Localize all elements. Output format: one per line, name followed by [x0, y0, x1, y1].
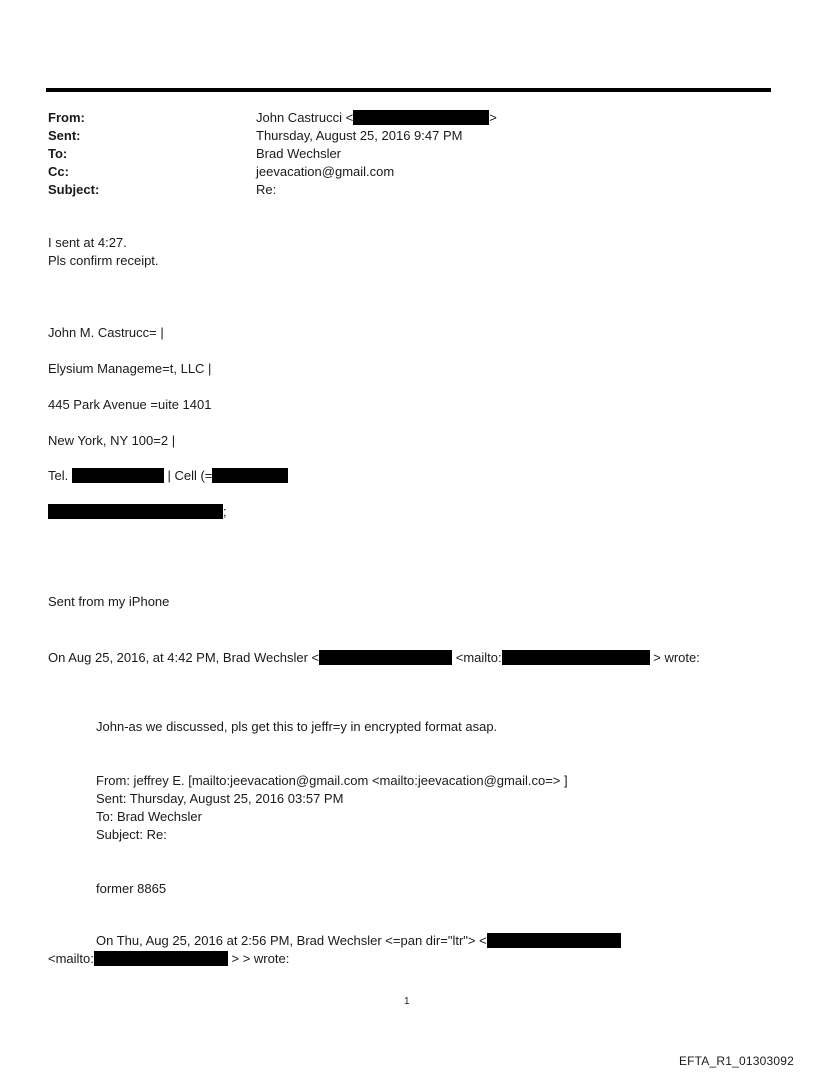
quote2-intro-line: [96, 932, 621, 949]
redacted-line: [48, 504, 223, 519]
cell-prefix: | Cell (=: [167, 468, 213, 483]
quote2-mailto-line: [48, 950, 289, 967]
redacted-tel: [72, 468, 164, 483]
quote1-mailto: <mailto:: [455, 650, 502, 665]
subject-value: Re:: [256, 182, 277, 197]
body-line-1: I sent at 4:27.: [48, 235, 127, 250]
to-label: To:: [48, 146, 68, 161]
redacted-mailto: [502, 650, 650, 665]
signature-name: John M. Castrucc= |: [48, 325, 164, 340]
redacted-email: [319, 650, 452, 665]
quote2-mailto: <mailto:: [48, 951, 94, 966]
forward-from: From: jeffrey E. [mailto:jeevacation@gmail.com <mailto:jeevacation@gmail.co=> ]: [96, 773, 568, 788]
signature-city: New York, NY 100=2 |: [48, 433, 176, 448]
redacted-email: [487, 933, 621, 948]
tel-prefix: Tel.: [48, 468, 69, 483]
signature-phone-line: [48, 467, 288, 484]
quote2-intro: On Thu, Aug 25, 2016 at 2:56 PM, Brad Wechsler <=pan dir="ltr"> <: [96, 933, 487, 948]
from-close: >: [489, 110, 497, 125]
signature-trailing-line: [48, 503, 227, 520]
trailing-semicolon: ;: [223, 504, 227, 519]
bates-number: EFTA_R1_01303092: [678, 1054, 794, 1068]
redacted-email: [353, 110, 489, 125]
quote1-intro: On Aug 25, 2016, at 4:42 PM, Brad Wechsler <: [48, 650, 320, 665]
header-divider: [46, 88, 771, 92]
cc-label: Cc:: [48, 164, 69, 179]
signature-company: Elysium Manageme=t, LLC |: [48, 361, 212, 376]
quote1-wrote: > wrote:: [653, 650, 700, 665]
sent-from-iphone: Sent from my iPhone: [48, 594, 170, 609]
from-value: [256, 109, 497, 126]
quote2-wrote: > > wrote:: [231, 951, 290, 966]
sent-value: Thursday, August 25, 2016 9:47 PM: [256, 128, 463, 143]
subject-label: Subject:: [48, 182, 100, 197]
forward-subject: Subject: Re:: [96, 827, 167, 842]
to-value: Brad Wechsler: [256, 146, 342, 161]
from-label: From:: [48, 110, 85, 125]
cc-value: jeevacation@gmail.com: [256, 164, 395, 179]
quote-intro-line: [48, 649, 700, 666]
sent-label: Sent:: [48, 128, 81, 143]
former-line: former 8865: [96, 881, 167, 896]
forward-to: To: Brad Wechsler: [96, 809, 202, 824]
quoted-body: John-as we discussed, pls get this to jeffr=y in encrypted format asap.: [96, 719, 498, 734]
body-line-2: Pls confirm receipt.: [48, 253, 159, 268]
redacted-cell: [212, 468, 288, 483]
redacted-mailto: [94, 951, 228, 966]
signature-address: 445 Park Avenue =uite 1401: [48, 397, 212, 412]
page-number: 1: [404, 996, 410, 1007]
forward-sent: Sent: Thursday, August 25, 2016 03:57 PM: [96, 791, 344, 806]
from-name: John Castrucci <: [256, 110, 354, 125]
